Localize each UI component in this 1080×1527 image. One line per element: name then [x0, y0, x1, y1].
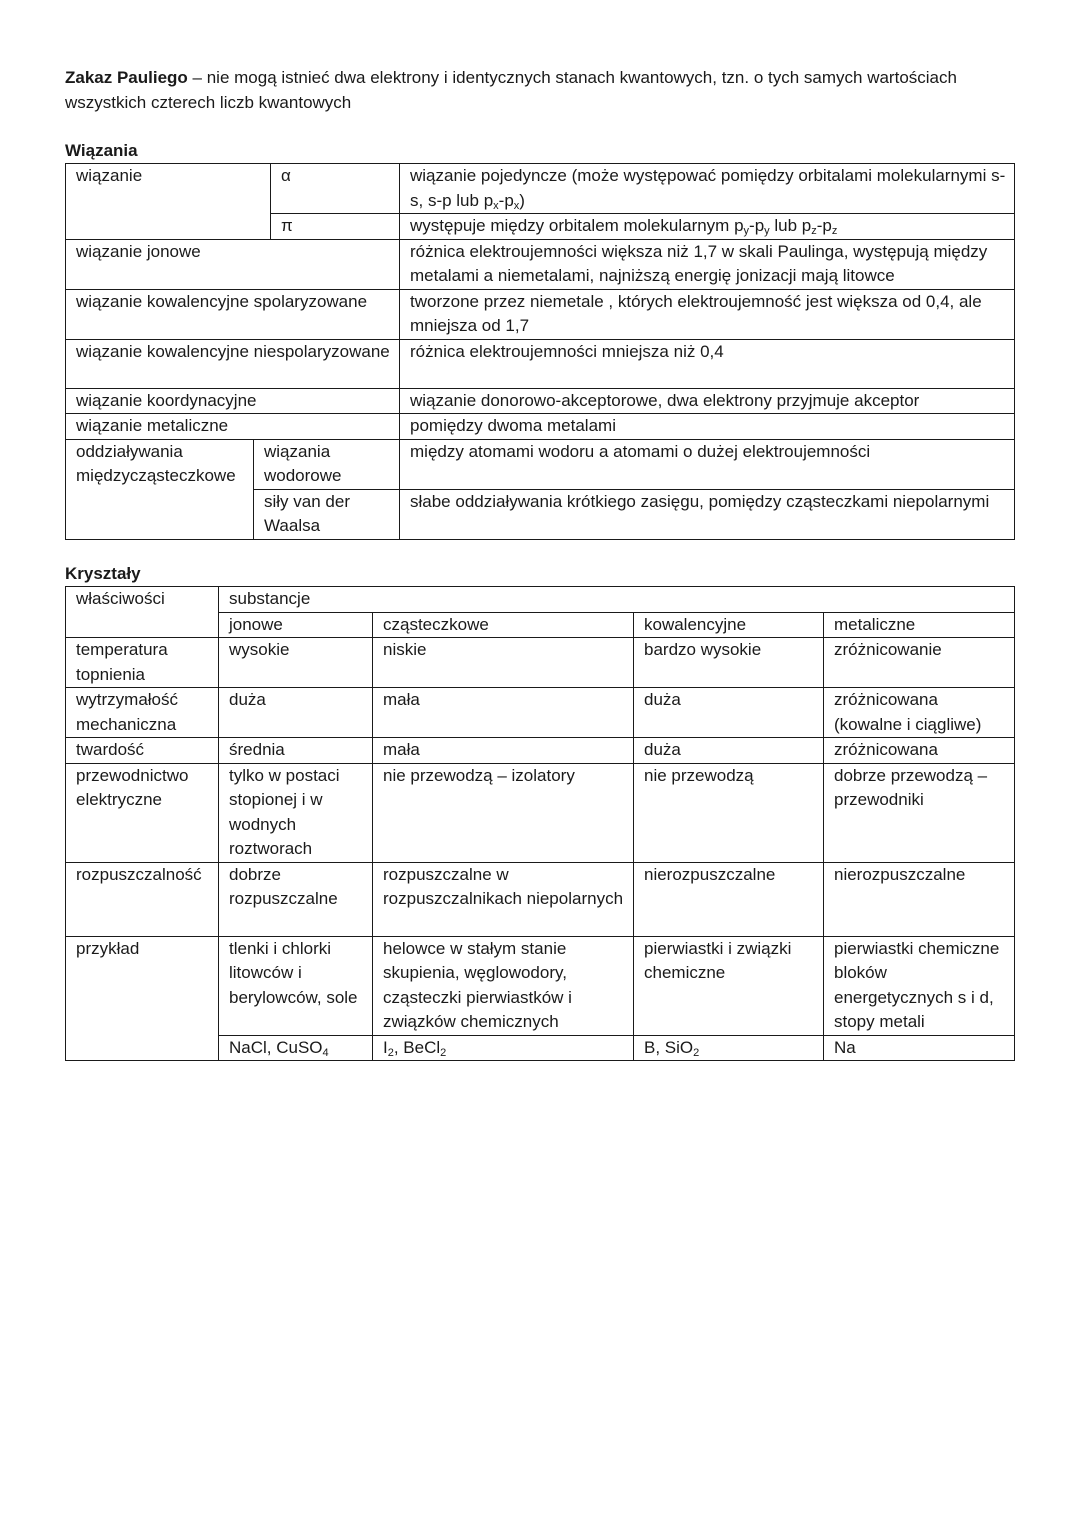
table-row	[66, 763, 1015, 862]
prop-label: przewodnictwo elektryczne	[66, 763, 219, 862]
cell: mała	[373, 738, 634, 764]
coord-desc: wiązanie donorowo-akceptorowe, dwa elektrony przyjmuje akceptor	[400, 388, 1015, 414]
col-metallic: metaliczne	[824, 612, 1015, 638]
cell: niskie	[373, 638, 634, 688]
bonds-title: Wiązania	[65, 141, 138, 160]
table-row	[66, 936, 1015, 1035]
table-row	[66, 239, 1015, 289]
crystals-table	[65, 586, 1015, 1061]
cell: tlenki i chlorki litowców i berylowców, sole	[219, 936, 373, 1035]
header-props: właściwości	[66, 587, 219, 638]
table-row	[66, 587, 1015, 613]
pi-desc: występuje między orbitalem molekularnym $p_y-p_y$ lub $p_z-p_z$	[400, 214, 1015, 240]
hbond-label: wiązania wodorowe	[254, 439, 400, 489]
cell: zróżnicowanie	[824, 638, 1015, 688]
cell: pierwiastki i związki chemiczne	[634, 936, 824, 1035]
prop-label: wytrzymałość mechaniczna	[66, 688, 219, 738]
table-row	[66, 738, 1015, 764]
nonpolar-label: wiązanie kowalencyjne niespolaryzowane	[66, 339, 400, 388]
example-covalent: B, SiO$_2$	[634, 1035, 824, 1061]
sigma-label: α	[271, 164, 400, 214]
cell: wysokie	[219, 638, 373, 688]
table-row	[66, 289, 1015, 339]
coord-label: wiązanie koordynacyjne	[66, 388, 400, 414]
ionic-label: wiązanie jonowe	[66, 239, 400, 289]
cell: duża	[634, 688, 824, 738]
table-row	[66, 339, 1015, 388]
col-ionic: jonowe	[219, 612, 373, 638]
prop-label: temperatura topnienia	[66, 638, 219, 688]
cell: nierozpuszczalne	[634, 862, 824, 936]
cell: duża	[219, 688, 373, 738]
table-row	[66, 688, 1015, 738]
vdw-label: siły van der Waalsa	[254, 489, 400, 539]
cell: bardzo wysokie	[634, 638, 824, 688]
cell: zróżnicowana	[824, 738, 1015, 764]
polar-desc: tworzone przez niemetale , których elektroujemność jest większa od 0,4, ale mniejsza od 1,7	[400, 289, 1015, 339]
cell: tylko w postaci stopionej i w wodnych roztworach	[219, 763, 373, 862]
cell: helowce w stałym stanie skupienia, węglowodory, cząsteczki pierwiastków i związków chemicznych	[373, 936, 634, 1035]
example-metallic: Na	[824, 1035, 1015, 1061]
col-covalent: kowalencyjne	[634, 612, 824, 638]
table-row	[66, 638, 1015, 688]
example-molecular: $I_2$, BeCl$_2$	[373, 1035, 634, 1061]
cell: dobrze przewodzą – przewodniki	[824, 763, 1015, 862]
table-row	[66, 439, 1015, 489]
pi-label: π	[271, 214, 400, 240]
pauli-term: Zakaz Pauliego	[65, 68, 188, 87]
crystals-title: Kryształy	[65, 564, 141, 583]
sigma-desc: wiązanie pojedyncze (może występować pomiędzy orbitalami molekularnymi s-s, s-p lub $p_x-p_x$)	[400, 164, 1015, 214]
bonds-table	[65, 163, 1015, 540]
cell: średnia	[219, 738, 373, 764]
pauli-principle	[65, 66, 1025, 115]
table-row	[66, 164, 1015, 214]
inter-label: oddziaływania międzycząsteczkowe	[66, 439, 254, 539]
cell: mała	[373, 688, 634, 738]
cell: nierozpuszczalne	[824, 862, 1015, 936]
pauli-text: – nie mogą istnieć dwa elektrony i identycznych stanach kwantowych, tzn. o tych samych wartościach wszystkich czterech liczb kwantowych	[65, 68, 957, 112]
prop-label: przykład	[66, 936, 219, 1061]
nonpolar-desc: różnica elektroujemności mniejsza niż 0,4	[400, 339, 1015, 388]
ionic-desc: różnica elektroujemności większa niż 1,7 w skali Paulinga, występują między metalami a niemetalami, najniższą energię jonizacji mają litowce	[400, 239, 1015, 289]
prop-label: rozpuszczalność	[66, 862, 219, 936]
table-row	[66, 388, 1015, 414]
hbond-desc: między atomami wodoru a atomami o dużej elektroujemności	[400, 439, 1015, 489]
cell: nie przewodzą – izolatory	[373, 763, 634, 862]
vdw-desc: słabe oddziaływania krótkiego zasięgu, pomiędzy cząsteczkami niepolarnymi	[400, 489, 1015, 539]
cell: dobrze rozpuszczalne	[219, 862, 373, 936]
col-molecular: cząsteczkowe	[373, 612, 634, 638]
cell: zróżnicowana (kowalne i ciągliwe)	[824, 688, 1015, 738]
cell: duża	[634, 738, 824, 764]
table-row	[66, 414, 1015, 440]
table-row	[66, 862, 1015, 936]
cell: rozpuszczalne w rozpuszczalnikach niepolarnych	[373, 862, 634, 936]
metal-desc: pomiędzy dwoma metalami	[400, 414, 1015, 440]
bond-label: wiązanie	[66, 164, 271, 240]
example-ionic: NaCl, CuSO$_4$	[219, 1035, 373, 1061]
cell: nie przewodzą	[634, 763, 824, 862]
header-subst: substancje	[219, 587, 1015, 613]
cell: pierwiastki chemiczne bloków energetycznych s i d, stopy metali	[824, 936, 1015, 1035]
polar-label: wiązanie kowalencyjne spolaryzowane	[66, 289, 400, 339]
metal-label: wiązanie metaliczne	[66, 414, 400, 440]
prop-label: twardość	[66, 738, 219, 764]
